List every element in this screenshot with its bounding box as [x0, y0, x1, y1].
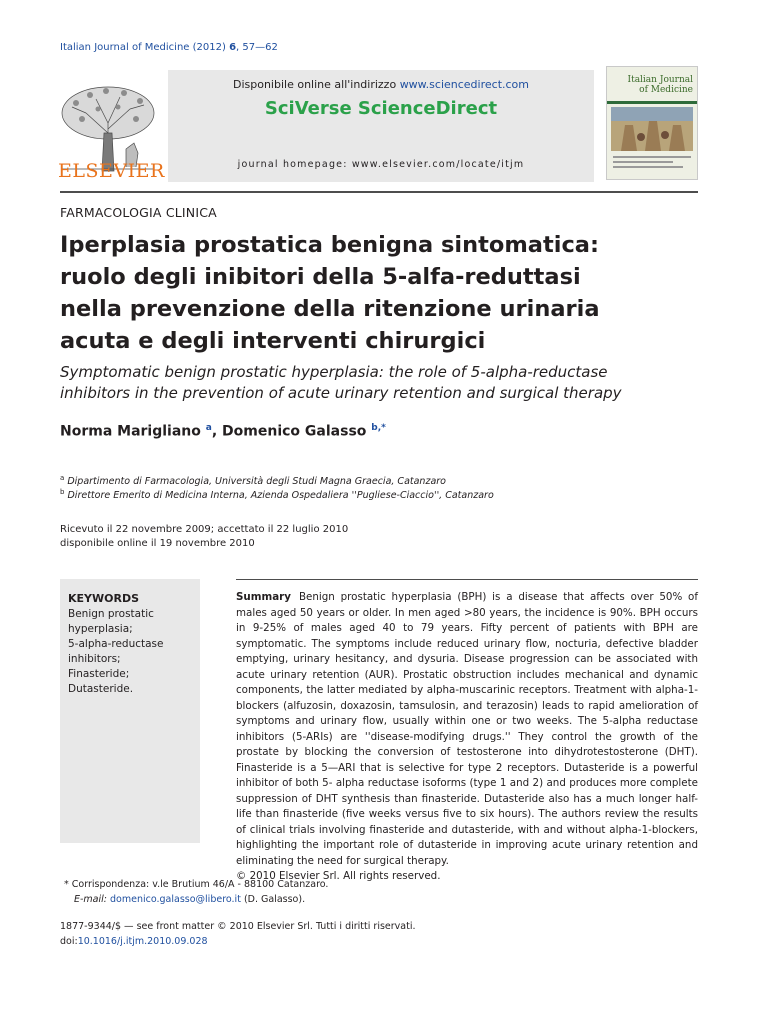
summary-text: Benign prostatic hyperplasia (BPH) is a disease that affects over 50% of males aged 50 years or older. In men aged >80 years, the incidence is 90%. BPH occurs in 9-25% of males aged 40 to 79 years. Fifty percent of patients with BPH are symptomatic. The symptoms include reduced urinary flow, nocturia, defective bladder emptying, urinary hesitancy, and dysuria. Disease progression can be associated with acute urinary retention (AUR). Prostatic obstruction includes mechanical and dynamic components, the latter mediated by alpha-muscarinic receptors. Treatment with alpha-1-blockers (alfuzosin, doxazosin, tamsulosin, and terazosin) leads to rapid amelioration of symptoms and urinary flow, usually within one or two weeks. The 5-alpha reductase inhibitors (5-ARIs) are ''disease-modifying drugs.'' They control the growth of the prostate by blocking the conversion of testosterone into dihydrotestosterone (DHT). Finasteride is a 5—ARI that is selective for type 2 receptors. Dutasteride is a powerful inhibitor of both 5- alpha reductase isoforms (type 1 and 2) and produces more complete suppression of DHT synthesis than finasteride. Dutasteride also has a much longer half-life than finasteride (five weeks versus five to six hours). The authors review the results of clinical trials involving finasteride and dutasteride, with and without alpha-1-blockers, highlighting the important role of dutasteride in improving acute urinary retention and eliminating the need for surgical therapy.: [236, 591, 698, 867]
header-rule: [60, 191, 698, 193]
journal-reference[interactable]: [60, 42, 278, 53]
author-name: Domenico Galasso: [222, 423, 367, 440]
affiliation: [60, 488, 494, 501]
cover-title-line2: of Medicine: [639, 85, 693, 95]
cover-painting: [611, 107, 693, 151]
section-label: FARMACOLOGIA CLINICA: [60, 205, 217, 220]
subtitle-line: Symptomatic benign prostatic hyperplasia: the role of 5-alpha-reductase: [60, 363, 608, 381]
author-name: Norma Marigliano: [60, 423, 201, 440]
summary-label: Summary: [236, 591, 291, 603]
journal-volume: 6: [229, 42, 237, 53]
keyword-item: Benign prostatic hyperplasia;: [68, 608, 154, 636]
summary-copyright: © 2010 Elsevier Srl. All rights reserved.: [236, 870, 441, 882]
correspondence-email-line: [64, 893, 328, 908]
correspondence-address: * Corrispondenza: v.le Brutium 46/A - 88100 Catanzaro.: [64, 879, 329, 890]
affiliation: [60, 474, 446, 487]
title-line: nella prevenzione della ritenzione urinaria: [60, 296, 600, 322]
cover-strip: [607, 101, 697, 104]
article-title: [60, 229, 700, 357]
email-label: E-mail:: [74, 893, 107, 905]
title-line: Iperplasia prostatica benigna sintomatica:: [60, 232, 599, 258]
received-dates: Ricevuto il 22 novembre 2009; accettato il 22 luglio 2010: [60, 524, 349, 535]
sciencedirect-brand[interactable]: SciVerse ScienceDirect: [264, 98, 498, 119]
author-affiliation-link[interactable]: b,*: [371, 423, 386, 433]
doi-line: [60, 935, 416, 950]
journal-name: Italian Journal of Medicine (2012): [60, 42, 226, 53]
email-suffix: (D. Galasso).: [240, 893, 306, 905]
summary-rule: [236, 579, 698, 580]
keywords-list: [68, 607, 194, 698]
sciencedirect-link[interactable]: www.sciencedirect.com: [399, 78, 529, 91]
doi-link[interactable]: 10.1016/j.itjm.2010.09.028: [77, 935, 208, 947]
elsevier-wordmark: ELSEVIER: [58, 160, 165, 182]
journal-pages: , 57—62: [236, 42, 278, 53]
keyword-item: Finasteride;: [68, 668, 130, 681]
correspondence-note: [64, 878, 328, 907]
keywords-heading: KEYWORDS: [68, 592, 140, 605]
title-line: acuta e degli interventi chirurgici: [60, 328, 486, 354]
summary-abstract: [236, 590, 698, 885]
cover-text-lines: [613, 155, 691, 173]
affiliation-text: Direttore Emerito di Medicina Interna, Azienda Ospedaliera ''Pugliese-Ciaccio'', Catanzaro: [67, 490, 494, 502]
subtitle-line: inhibitors in the prevention of acute urinary retention and surgical therapy: [60, 384, 622, 402]
author-list: Norma Marigliano $^a$, Domenico Galasso $^{b,*}$: [60, 423, 386, 440]
footer: [60, 920, 416, 949]
title-line: ruolo degli inibitori della 5-alfa-reduttasi: [60, 264, 581, 290]
keyword-item: 5-alpha-reductase inhibitors;: [68, 638, 164, 666]
affiliation-text: Dipartimento di Farmacologia, Università degli Studi Magna Graecia, Catanzaro: [67, 476, 446, 488]
affiliation-marker: b: [60, 488, 65, 496]
doi-label: doi:: [60, 935, 78, 947]
issn-line: 1877-9344/$ — see front matter © 2010 Elsevier Srl. Tutti i diritti riservati.: [60, 921, 416, 932]
availability-text: Disponibile online all'indirizzo: [232, 78, 400, 91]
author-affiliation-link[interactable]: a: [205, 423, 212, 433]
english-subtitle: [60, 362, 720, 404]
affiliation-marker: a: [60, 474, 65, 482]
author-email-link[interactable]: domenico.galasso@libero.it: [110, 893, 241, 905]
availability-line: [168, 78, 594, 91]
journal-homepage[interactable]: journal homepage: www.elsevier.com/locate/itjm: [237, 159, 525, 170]
online-date: disponibile online il 19 novembre 2010: [60, 538, 255, 549]
cover-title-line1: Italian Journal: [627, 75, 693, 85]
cover-title: [617, 75, 693, 95]
journal-cover-image: [606, 66, 698, 180]
keyword-item: Dutasteride.: [68, 683, 134, 696]
